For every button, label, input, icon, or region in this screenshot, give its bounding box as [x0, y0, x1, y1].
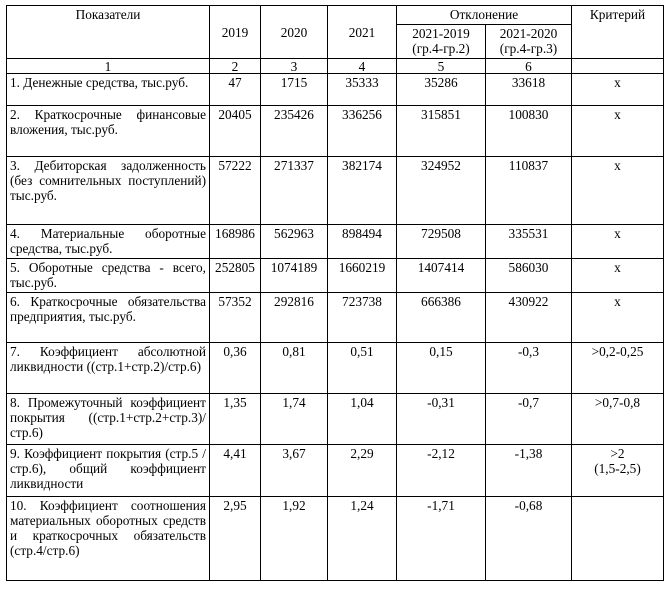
row-indicator: 1. Денежные средства, тыс.руб.: [7, 74, 210, 106]
cell-deviation-2: 586030: [486, 259, 572, 293]
deviation-2-sub: (гр.4-гр.3): [499, 40, 558, 56]
cell-2021: 0,51: [328, 343, 397, 394]
column-number: 2: [210, 59, 261, 74]
cell-2020: 562963: [261, 225, 328, 259]
cell-2021: 723738: [328, 293, 397, 343]
column-number: 3: [261, 59, 328, 74]
deviation-2-title: 2021-2020: [499, 25, 558, 41]
cell-deviation-2: 110837: [486, 157, 572, 225]
row-indicator: 8. Промежуточный коэффициент покрытия ((стр.1+стр.2+стр.3)/стр.6): [7, 394, 210, 445]
cell-criterion: x: [572, 106, 664, 157]
header-row: [7, 6, 664, 25]
cell-2019: 252805: [210, 259, 261, 293]
row-indicator: 10. Коэффициент соотношения материальных оборотных средств и краткосрочных обязательств (стр.4/стр.6): [7, 497, 210, 581]
cell-2019: 20405: [210, 106, 261, 157]
criterion-range: (1,5-2,5): [594, 461, 641, 476]
table-row: [7, 106, 664, 157]
cell-2021: 1,04: [328, 394, 397, 445]
cell-2020: 3,67: [261, 445, 328, 497]
column-number: 4: [328, 59, 397, 74]
cell-deviation-2: 100830: [486, 106, 572, 157]
table-row: [7, 259, 664, 293]
column-number: [572, 59, 664, 74]
cell-2019: 168986: [210, 225, 261, 259]
cell-deviation-1: 35286: [397, 74, 486, 106]
cell-deviation-1: -0,31: [397, 394, 486, 445]
row-indicator: 6. Краткосрочные обязательства предприятия, тыс.руб.: [7, 293, 210, 343]
header-year-2019: 2019: [210, 6, 261, 59]
cell-2021: 898494: [328, 225, 397, 259]
cell-2020: 235426: [261, 106, 328, 157]
table-row: [7, 157, 664, 225]
criterion-value: >2: [610, 446, 625, 461]
cell-2021: 1660219: [328, 259, 397, 293]
cell-2019: 0,36: [210, 343, 261, 394]
cell-deviation-2: 33618: [486, 74, 572, 106]
cell-2021: 2,29: [328, 445, 397, 497]
row-indicator: 2. Краткосрочные финансовые вложения, тыс.руб.: [7, 106, 210, 157]
cell-2021: 1,24: [328, 497, 397, 581]
row-indicator: 9. Коэффициент покрытия (стр.5 / стр.6), общий коэффициент ликвидности: [7, 445, 210, 497]
cell-criterion: x: [572, 74, 664, 106]
table-row: [7, 445, 664, 497]
cell-2020: 1,74: [261, 394, 328, 445]
cell-2020: 1,92: [261, 497, 328, 581]
cell-deviation-2: 335531: [486, 225, 572, 259]
table-row: [7, 497, 664, 581]
column-number: 6: [486, 59, 572, 74]
cell-2020: 0,81: [261, 343, 328, 394]
cell-2020: 1715: [261, 74, 328, 106]
header-year-2021: 2021: [328, 6, 397, 59]
cell-deviation-2: -0,7: [486, 394, 572, 445]
liquidity-table: [6, 5, 664, 581]
cell-criterion: x: [572, 259, 664, 293]
table-row: [7, 394, 664, 445]
cell-criterion: x: [572, 293, 664, 343]
cell-deviation-1: 729508: [397, 225, 486, 259]
row-indicator: 3. Дебиторская задолженность (без сомнительных поступлений) тыс.руб.: [7, 157, 210, 225]
cell-2019: 2,95: [210, 497, 261, 581]
cell-2021: 382174: [328, 157, 397, 225]
table-row: [7, 343, 664, 394]
cell-2020: 292816: [261, 293, 328, 343]
cell-criterion: x: [572, 157, 664, 225]
deviation-1-title: 2021-2019: [412, 25, 470, 41]
cell-deviation-1: -2,12: [397, 445, 486, 497]
cell-deviation-2: 430922: [486, 293, 572, 343]
cell-deviation-1: 0,15: [397, 343, 486, 394]
table-row: [7, 293, 664, 343]
deviation-1-sub: (гр.4-гр.2): [412, 40, 470, 56]
cell-criterion: [572, 445, 664, 497]
cell-2019: 57352: [210, 293, 261, 343]
column-number-row: [7, 59, 664, 74]
row-indicator: 5. Оборотные средства - всего, тыс.руб.: [7, 259, 210, 293]
cell-2019: 4,41: [210, 445, 261, 497]
cell-criterion: x: [572, 225, 664, 259]
column-number: 5: [397, 59, 486, 74]
table-row: [7, 225, 664, 259]
cell-deviation-1: -1,71: [397, 497, 486, 581]
cell-criterion: [572, 497, 664, 581]
header-year-2020: 2020: [261, 6, 328, 59]
table-row: [7, 74, 664, 106]
cell-deviation-1: 315851: [397, 106, 486, 157]
cell-2021: 35333: [328, 74, 397, 106]
cell-2019: 1,35: [210, 394, 261, 445]
cell-2020: 271337: [261, 157, 328, 225]
cell-2021: 336256: [328, 106, 397, 157]
cell-2019: 57222: [210, 157, 261, 225]
column-number: 1: [7, 59, 210, 74]
row-indicator: 7. Коэффициент абсолютной ликвидности ((стр.1+стр.2)/стр.6): [7, 343, 210, 394]
cell-criterion: >0,2-0,25: [572, 343, 664, 394]
cell-deviation-2: -1,38: [486, 445, 572, 497]
cell-deviation-2: -0,3: [486, 343, 572, 394]
header-criterion: Критерий: [572, 6, 664, 59]
header-deviation-2021-2019: [397, 24, 486, 58]
cell-2020: 1074189: [261, 259, 328, 293]
cell-deviation-1: 1407414: [397, 259, 486, 293]
header-indicators: Показатели: [7, 6, 210, 59]
cell-criterion: >0,7-0,8: [572, 394, 664, 445]
row-indicator: 4. Материальные оборотные средства, тыс.руб.: [7, 225, 210, 259]
cell-deviation-2: -0,68: [486, 497, 572, 581]
header-deviation: Отклонение: [397, 6, 572, 25]
cell-deviation-1: 324952: [397, 157, 486, 225]
cell-2019: 47: [210, 74, 261, 106]
header-deviation-2021-2020: [486, 24, 572, 58]
cell-deviation-1: 666386: [397, 293, 486, 343]
